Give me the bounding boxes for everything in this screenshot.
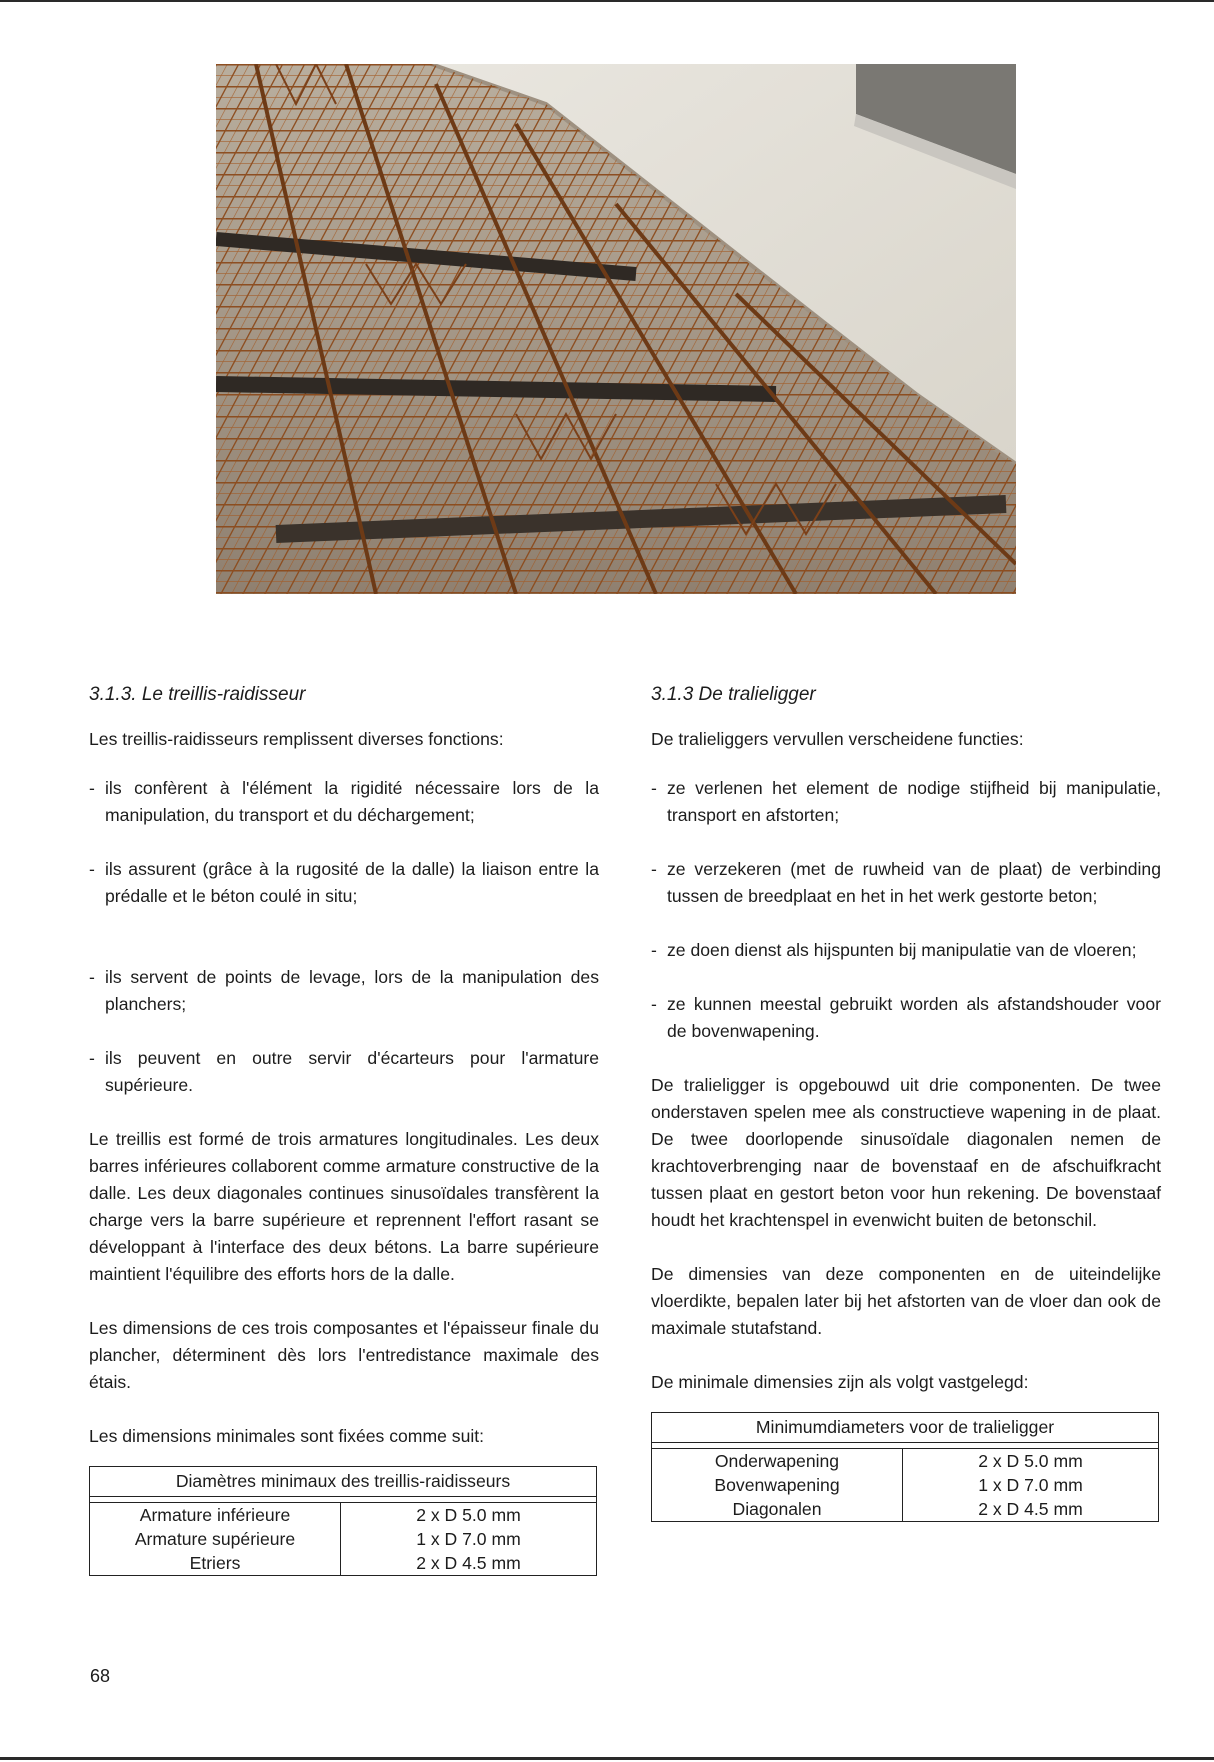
bullet-nl-2: - ze verzekeren (met de ruwheid van de plaat) de verbinding tussen de breedplaat en het in het werk gestorte beton; [651, 856, 1161, 910]
bullet-nl-4: - ze kunnen meestal gebruikt worden als afstandshouder voor de bovenwapening. [651, 991, 1161, 1045]
table-cell-label: Onderwapening [652, 1449, 903, 1474]
dimensions-table-fr [89, 1466, 597, 1576]
table-row [652, 1449, 1159, 1474]
french-column [89, 682, 599, 1576]
table-cell-value: 1 x D 7.0 mm [903, 1473, 1159, 1497]
bullet-fr-2: - ils assurent (grâce à la rugosité de la dalle) la liaison entre la prédalle et le béton coulé in situ; [89, 856, 599, 910]
bullet-fr-3: - ils servent de points de levage, lors de la manipulation des planchers; [89, 964, 599, 1018]
bottom-rule [0, 1757, 1214, 1760]
paragraph-fr-2: Les dimensions de ces trois composantes et l'épaisseur finale du plancher, déterminent dès lors l'entredistance maximale des étais. [89, 1318, 599, 1392]
table-cell-label: Armature inférieure [90, 1503, 341, 1528]
top-rule [0, 0, 1214, 2]
paragraph-nl-1: De tralieligger is opgebouwd uit drie componenten. De twee onderstaven spelen mee als constructieve wapening in de plaat. De twee doorlopende sinusoïdale diagonalen nemen de krachtoverbrenging naar de bovenstaaf en de afschuifkracht tussen plaat en gestort beton voor hun rekening. De bovenstaaf houdt het krachtenspel in evenwicht buiten de betonschil. [651, 1075, 1161, 1230]
table-row [90, 1503, 597, 1528]
paragraph-nl-2: De dimensies van deze componenten en de uiteindelijke vloerdikte, bepalen later bij het afstorten van de vloer dan ook de maximale stutafstand. [651, 1264, 1161, 1338]
table-cell-label: Bovenwapening [652, 1473, 903, 1497]
table-cell-value: 2 x D 5.0 mm [903, 1449, 1159, 1474]
table-cell-label: Etriers [90, 1551, 341, 1576]
table-cell-value: 2 x D 4.5 mm [903, 1497, 1159, 1522]
table-cell-value: 2 x D 5.0 mm [341, 1503, 597, 1528]
paragraph-nl-3: De minimale dimensies zijn als volgt vastgelegd: [651, 1372, 1029, 1392]
rebar-grid-photo [216, 64, 1016, 594]
dimensions-table-nl [651, 1412, 1159, 1522]
table-row [652, 1473, 1159, 1497]
table-row [90, 1527, 597, 1551]
intro-fr: Les treillis-raidisseurs remplissent diverses fonctions: [89, 729, 504, 749]
bullet-fr-4: - ils peuvent en outre servir d'écarteurs pour l'armature supérieure. [89, 1045, 599, 1099]
bullet-fr-1: - ils confèrent à l'élément la rigidité nécessaire lors de la manipulation, du transport et du déchargement; [89, 775, 599, 829]
table-title-fr: Diamètres minimaux des treillis-raidisseurs [90, 1467, 597, 1497]
bullet-nl-1: - ze verlenen het element de nodige stijfheid bij manipulatie, transport en afstorten; [651, 775, 1161, 829]
table-cell-value: 1 x D 7.0 mm [341, 1527, 597, 1551]
paragraph-fr-3: Les dimensions minimales sont fixées comme suit: [89, 1426, 485, 1446]
table-cell-label: Diagonalen [652, 1497, 903, 1522]
intro-nl: De tralieliggers vervullen verscheidene functies: [651, 729, 1024, 749]
section-heading-nl: 3.1.3 De tralieligger [651, 684, 816, 705]
dutch-column [651, 682, 1161, 1522]
table-cell-label: Armature supérieure [90, 1527, 341, 1551]
table-cell-value: 2 x D 4.5 mm [341, 1551, 597, 1576]
table-row [652, 1497, 1159, 1522]
section-heading-fr: 3.1.3. Le treillis-raidisseur [89, 684, 306, 705]
bullet-nl-3: - ze doen dienst als hijspunten bij manipulatie van de vloeren; [651, 937, 1161, 964]
paragraph-fr-1: Le treillis est formé de trois armatures longitudinales. Les deux barres inférieures collaborent comme armature constructive de la dalle. Les deux diagonales continues sinusoïdales transfèrent la charge vers la barre supérieure et reprennent l'effort rasant se développant à l'interface des deux bétons. La barre supérieure maintient l'équilibre des efforts hors de la dalle. [89, 1129, 599, 1284]
table-title-nl: Minimumdiameters voor de tralieligger [652, 1413, 1159, 1443]
table-row [90, 1551, 597, 1576]
page-number: 68 [90, 1666, 111, 1686]
